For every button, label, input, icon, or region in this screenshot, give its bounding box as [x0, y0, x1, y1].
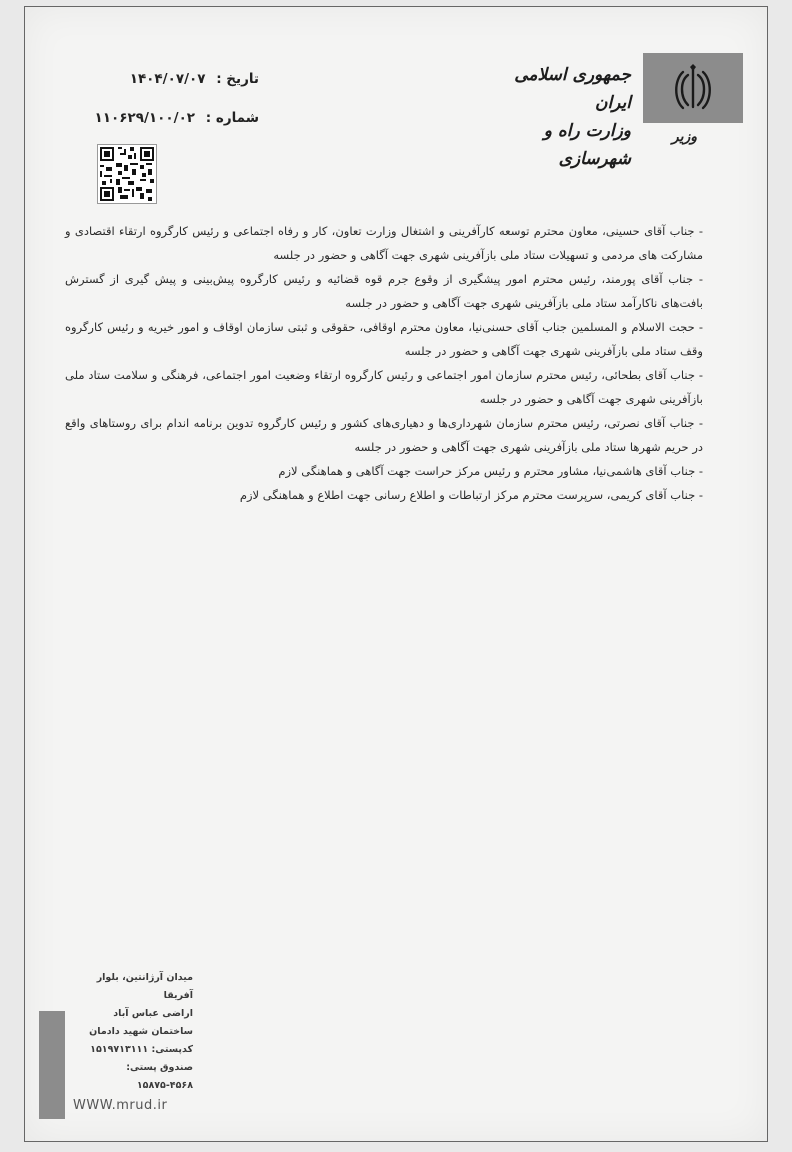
letterhead: [503, 53, 743, 169]
org-line-1: جمهوری اسلامی ایران: [514, 65, 631, 113]
recipient-paragraph-2: - جناب آقای پورمند، رئیس محترم امور پیشگیری از وقوع جرم قوه قضائیه و رئیس کارگروه پیش‌بینی و پیش گیری از گسترش بافت‌های ناکارآمد ستاد ملی بازآفرینی شهری جهت آگاهی و حضور در جلسه: [65, 272, 703, 310]
org-line-2: وزارت راه و شهرسازی: [543, 121, 631, 169]
organization-name: [501, 61, 631, 173]
letter-body: [65, 219, 703, 507]
address-line-2: اراضی عباس آباد: [113, 1008, 193, 1019]
footer-accent-bar: [39, 1011, 65, 1119]
website-link[interactable]: WWW.mrud.ir: [73, 1098, 168, 1113]
recipient-paragraph-3: - حجت الاسلام و المسلمین جناب آقای حسنی‌نیا، معاون محترم اوقافی، حقوقی و ثبتی سازمان اوقاف و امور خیریه و رئیس کارگروه وقف ستاد ملی بازآفرینی شهری جهت آگاهی و حضور در جلسه: [65, 320, 703, 358]
address-line-1: میدان آرژانتین، بلوار آفریقا: [96, 972, 193, 1001]
footer-address: [73, 969, 193, 1117]
role-title: وزیر: [671, 129, 697, 145]
postal-code: کدپستی: ۱۵۱۹۷۱۳۱۱۱: [90, 1044, 193, 1055]
qr-code-icon: [98, 145, 156, 203]
date-value: ۱۴۰۴/۰۷/۰۷: [129, 71, 206, 87]
address-line-3: ساختمان شهید دادمان: [89, 1026, 193, 1037]
recipient-paragraph-7: - جناب آقای کریمی، سرپرست محترم مرکز ارتباطات و اطلاع رسانی جهت اطلاع و هماهنگی لازم: [239, 488, 703, 502]
po-box: صندوق پستی: ۴۵۶۸-۱۵۸۷۵: [126, 1062, 193, 1091]
emblem-icon: [673, 63, 713, 113]
recipient-paragraph-1: - جناب آقای حسینی، معاون محترم توسعه کارآفرینی و اشتغال وزارت تعاون، کار و رفاه اجتماعی و رئیس کارگروه ارتقاء اقتصادی و مشارکت های مردمی و تسهیلات ستاد ملی بازآفرینی شهری جهت آگاهی و حضور در جلسه: [65, 224, 703, 262]
national-emblem: [643, 53, 743, 123]
number-label: شماره :: [205, 110, 259, 126]
date-label: تاریخ :: [216, 71, 259, 87]
recipient-paragraph-5: - جناب آقای نصرتی، رئیس محترم سازمان شهرداری‌ها و دهیاری‌های کشور و رئیس کارگروه تدوین برنامه اندام برای روستاهای واقع در حریم شهرها ستاد ملی بازآفرینی شهری جهت آگاهی و حضور در جلسه: [65, 416, 703, 454]
recipient-paragraph-6: - جناب آقای هاشمی‌نیا، مشاور محترم و رئیس مرکز حراست جهت آگاهی و هماهنگی لازم: [278, 464, 703, 478]
recipient-paragraph-4: - جناب آقای بطحائی، رئیس محترم سازمان امور اجتماعی و رئیس کارگروه ارتقاء وضعیت امور اجتماعی، فرهنگی و سلامت ستاد ملی بازآفرینی شهری جهت آگاهی و حضور در جلسه: [65, 368, 703, 406]
number-value: ۱۱۰۶۲۹/۱۰۰/۰۲: [94, 110, 196, 126]
date-row: [49, 69, 259, 89]
letter-meta: [49, 69, 259, 147]
letter-sheet: [24, 6, 768, 1142]
qr-code: [97, 144, 157, 204]
number-row: [49, 108, 259, 128]
